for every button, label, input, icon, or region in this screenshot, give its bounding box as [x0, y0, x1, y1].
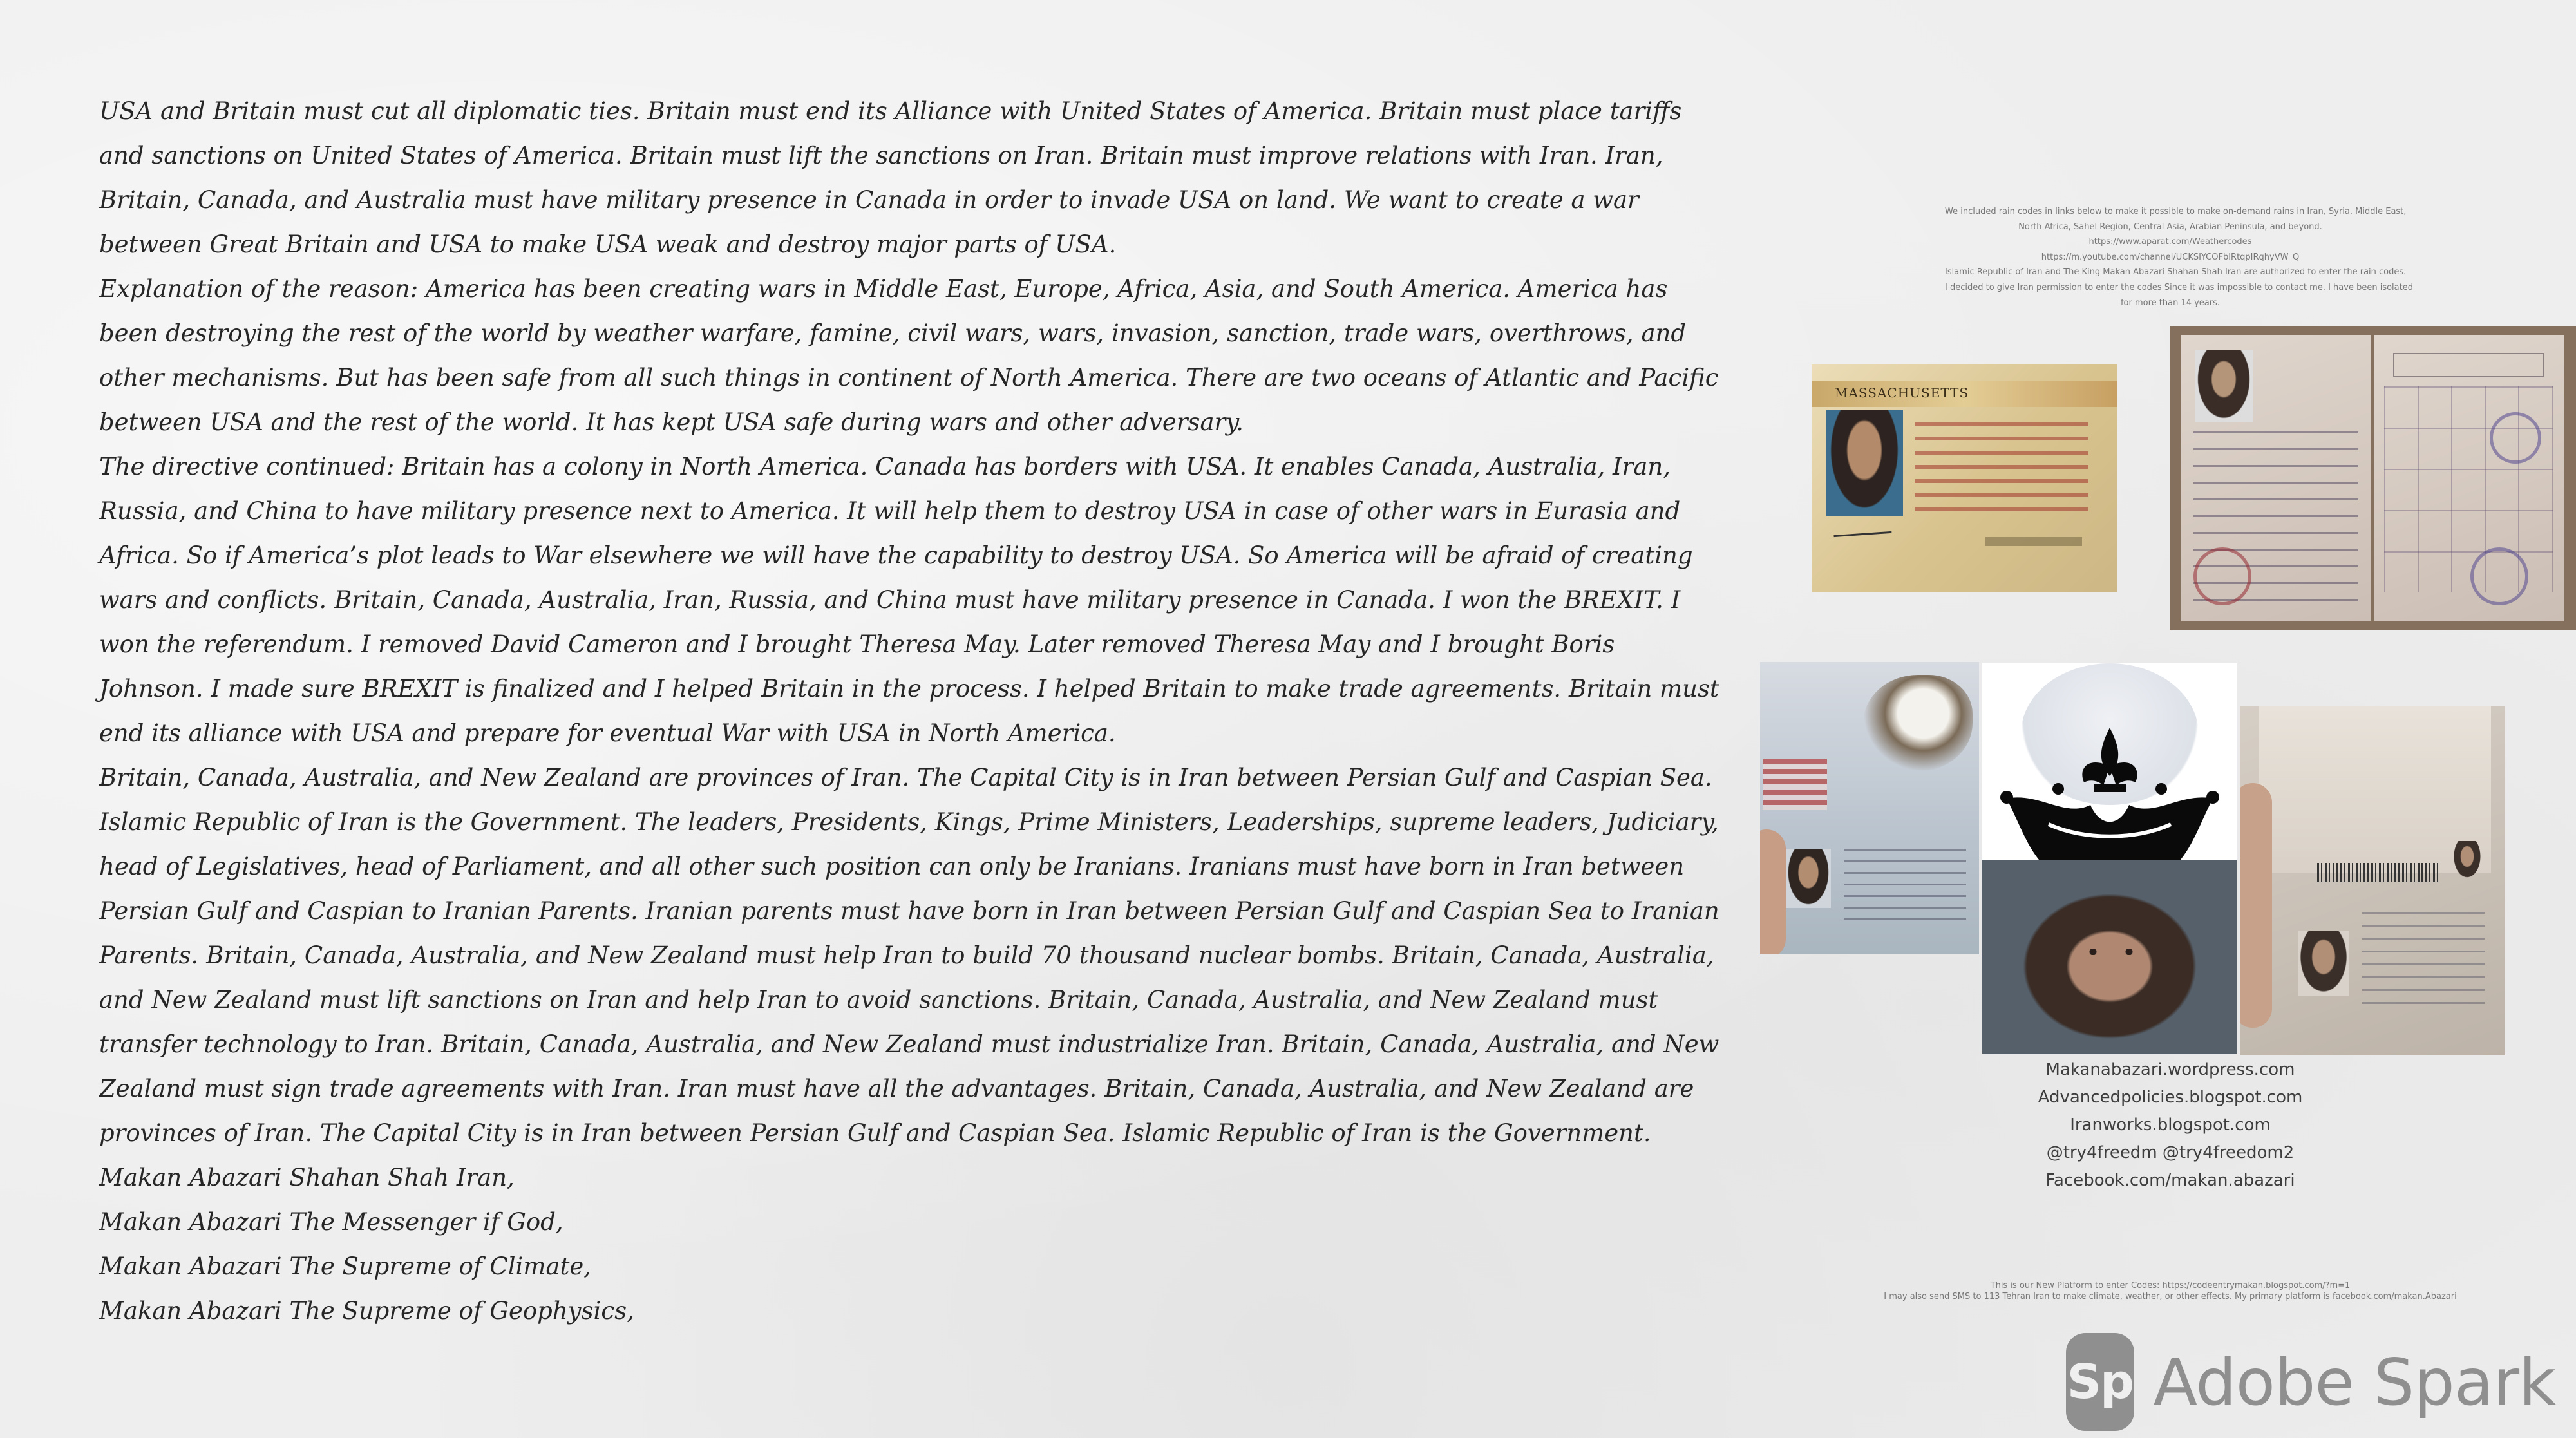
letter-paragraph: The directive continued: Britain has a colony in North America. Canada has borders with USA. It enables Canada, Australia, Iran, Russia, and China to have military presence next to America. It will help them to destroy USA in case of other wars in Eurasia and Africa. So if America’s plot leads to War elsewhere we will have the capability to destroy USA. So America will be afraid of creating wars and conflicts. Britain, Canada, Australia, Iran, Russia, and China must have military presence in Canada. I won the BREXIT. I won the referendum. I removed David Cameron and I brought Theresa May. Later removed Theresa May and I brought Boris Johnson. I made sure BREXIT is finalized and I helped Britain in the process. I helped Britain to make trade agreements. Britain must end its alliance with USA and prepare for eventual War with USA in North America.: [99, 453, 1719, 747]
crown-portrait-image: [1982, 663, 2237, 1054]
signature-line: Makan Abazari The Supreme of Climate,: [99, 1253, 592, 1280]
id-card-details: [1915, 422, 2088, 519]
passport-page-right: [2374, 335, 2564, 621]
brand-name: Adobe Spark: [2153, 1344, 2555, 1420]
id-card-state: MASSACHUSETTS: [1835, 385, 1969, 401]
passport-small-portrait: [2452, 841, 2482, 880]
passport-portrait: [1786, 849, 1831, 908]
note-line: for more than 14 years.: [2120, 298, 2221, 308]
letter-paragraph: USA and Britain must cut all diplomatic ties. Britain must end its Alliance with United States of America. Britain must place tariffs and sanctions on United States of America. Britain must lift the sanctions on Iran. Britain must improve relations with Iran. Iran, Britain, Canada, and Australia must have military presence in Canada in order to invade USA on land. We want to create a war between Great Britain and USA to make USA weak and destroy major parts of USA.: [99, 97, 1682, 258]
iran-passport-photo: [2170, 326, 2576, 630]
passport-details: [2362, 912, 2485, 1008]
passport-stamp: [2193, 547, 2251, 605]
usa-passport-photo: [1760, 662, 1979, 954]
rain-codes-note: [1945, 204, 2413, 310]
barcode: [2317, 863, 2439, 882]
note-line: I decided to give Iran permission to enter the codes Since it was impossible to contact me. I have been isolated: [1945, 282, 2413, 292]
passport-visa-box: [2393, 353, 2544, 377]
holding-hand: [2240, 783, 2272, 1028]
passport-page-left: [2181, 335, 2371, 621]
id-card-header: [1812, 381, 2117, 407]
links-list: [2003, 1056, 2338, 1195]
letter-paragraph: Britain, Canada, Australia, and New Zealand are provinces of Iran. The Capital City is in Iran between Persian Gulf and Caspian Sea. Islamic Republic of Iran is the Government. The leaders, Presidents, Kings, Prime Ministers, Leaderships, supreme leaders, Judiciary, head of Legislatives, head of Parliament, and all other such position can only be Iranians. Iranians must have born in Iran between Persian Gulf and Caspian to Iranian Parents. Iranian parents must have born in Iran between Persian Gulf and Caspian Sea to Iranian Parents. Britain, Canada, Australia, and New Zealand must help Iran to build 70 thousand nuclear bombs. Britain, Canada, Australia, and New Zealand must lift sanctions on Iran and help Iran to avoid sanctions. Britain, Canada, Australia, and New Zealand must transfer technology to Iran. Britain, Canada, Australia, and New Zealand must industrialize Iran. Britain, Canada, Australia, and New Zealand must sign trade agreements with Iran. Iran must have all the advantages. Britain, Canada, Australia, and New Zealand are provinces of Iran. The Capital City is in Iran between Persian Gulf and Caspian Sea. Islamic Republic of Iran is the Government.: [99, 764, 1719, 1147]
note-line: Islamic Republic of Iran and The King Makan Abazari Shahan Shah Iran are authorized to enter the rain codes.: [1945, 267, 2407, 278]
passport-back-photo: [2240, 706, 2505, 1055]
platform-link-line[interactable]: This is our New Platform to enter Codes: https://codeentrymakan.blogspot.com/?m=1: [1990, 1281, 2351, 1291]
passport-stamp: [2490, 412, 2541, 464]
holding-hand: [1760, 829, 1786, 954]
id-card-portrait: [1826, 410, 1903, 516]
id-card-signature: [1833, 524, 1892, 537]
passport-portrait: [2195, 350, 2253, 422]
passport-stamp: [2470, 547, 2528, 605]
youtube-link[interactable]: https://m.youtube.com/channel/UCKSIYCOFbIRtqpIRqhyVW_Q: [2041, 252, 2300, 262]
sms-note-line: I may also send SMS to 113 Tehran Iran to make climate, weather, or other effects. My primary platform is facebook.com/makan.Abazari: [1884, 1292, 2457, 1301]
letter-text: [99, 89, 1722, 1333]
badge-letters: Sp: [2067, 1354, 2133, 1410]
id-card-stripe: [1985, 537, 2082, 546]
signature-line: Makan Abazari The Messenger if God,: [99, 1208, 564, 1236]
passport-portrait: [2298, 931, 2349, 996]
spark-badge-icon: [2066, 1333, 2134, 1431]
blogspot-link[interactable]: Iranworks.blogspot.com: [2070, 1115, 2271, 1135]
blogspot-link[interactable]: Advancedpolicies.blogspot.com: [2038, 1088, 2303, 1107]
aparat-link[interactable]: https://www.aparat.com/Weathercodes: [2088, 237, 2252, 247]
letter-paragraph: Explanation of the reason: America has been creating wars in Middle East, Europe, Africa, Asia, and South America. America has been destroying the rest of the world by weather warfare, famine, civil wars, wars, invasion, sanction, trade wars, overthrows, and other mechanisms. But has been safe from all such things in continent of North America. There are two oceans of Atlantic and Pacific between USA and the rest of the world. It has kept USA safe during wars and other adversary.: [99, 275, 1719, 436]
signature-line: Makan Abazari Shahan Shah Iran,: [99, 1164, 515, 1191]
twitter-handles[interactable]: @try4freedm @try4freedom2: [2046, 1143, 2295, 1162]
platform-note: [1777, 1280, 2563, 1302]
note-line: North Africa, Sahel Region, Central Asia, Arabian Peninsula, and beyond.: [2018, 222, 2322, 232]
id-card-photo: [1812, 364, 2117, 592]
eagle-emblem: [1863, 675, 1973, 771]
facebook-link[interactable]: Facebook.com/makan.abazari: [2045, 1171, 2295, 1190]
signature-line: Makan Abazari The Supreme of Geophysics,: [99, 1297, 634, 1325]
wordpress-link[interactable]: Makanabazari.wordpress.com: [2045, 1060, 2295, 1079]
portrait-eyes: [2085, 949, 2137, 955]
crown-icon: [1987, 721, 2232, 882]
note-line: We included rain codes in links below to make it possible to make on-demand rains in Iran, Syria, Middle East,: [1945, 207, 2407, 216]
portrait-photo: [1982, 860, 2237, 1054]
adobe-spark-logo: [2066, 1333, 2555, 1431]
passport-details: [1844, 849, 1966, 926]
flag-image: [1763, 759, 1827, 810]
